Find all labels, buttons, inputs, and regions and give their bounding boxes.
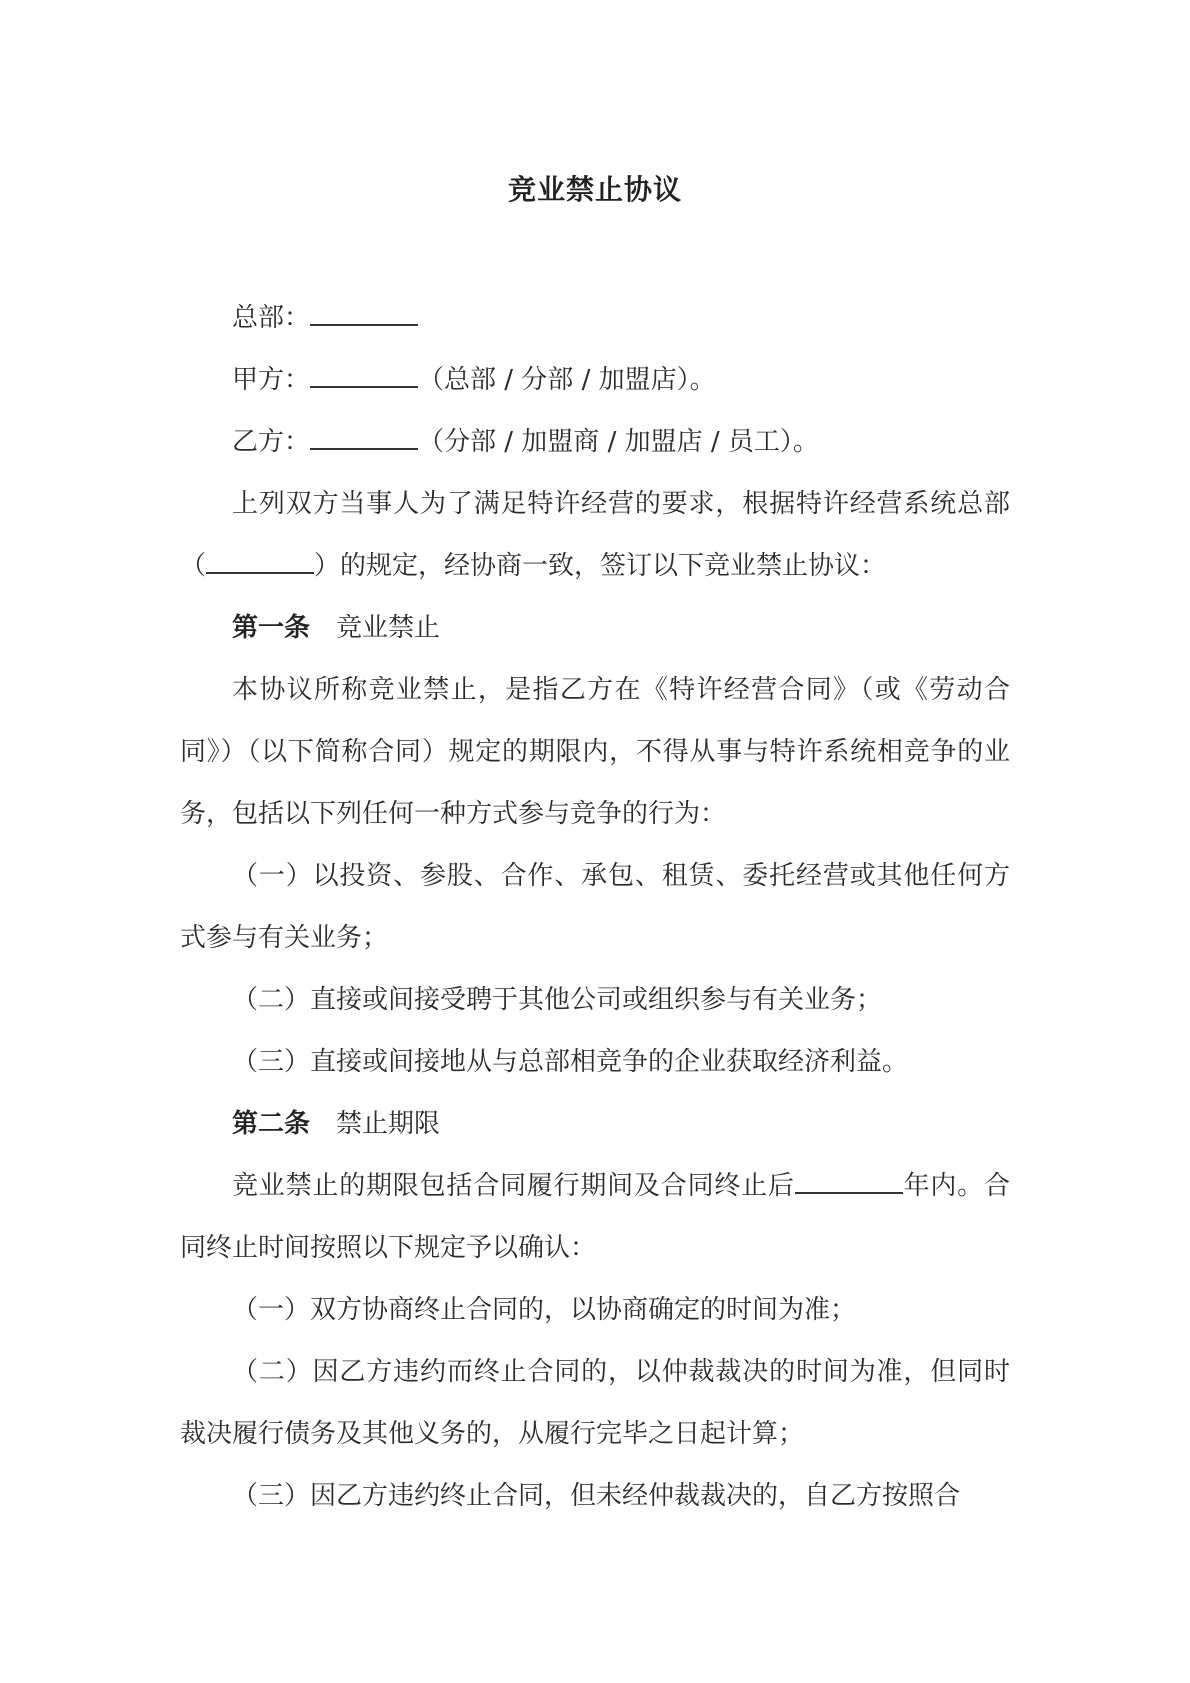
years-blank bbox=[795, 1167, 903, 1194]
preamble-text-start: 上列双方当事人为了满足特许经营的要求，根据特许经营系统总部（ bbox=[180, 489, 1010, 581]
article-1-item-2: （二）直接或间接受聘于其他公司或组织参与有关业务； bbox=[232, 985, 883, 1015]
article-1-title: 竞业禁止 bbox=[336, 613, 441, 643]
article-2-title: 禁止期限 bbox=[336, 1109, 441, 1139]
article-2-intro-end: 年内。合同终止时间按照以下规定予以确认： bbox=[180, 1171, 1010, 1263]
party-a-label: 甲方： bbox=[232, 365, 311, 395]
party-a-blank bbox=[310, 361, 418, 388]
party-b-line bbox=[180, 411, 1010, 473]
article-2-number: 第二条 bbox=[232, 1109, 311, 1139]
party-a-line bbox=[180, 349, 1010, 411]
article-1-heading bbox=[180, 597, 1010, 659]
document-title: 竞业禁止协议 bbox=[507, 173, 682, 206]
headquarters-line bbox=[180, 287, 1010, 349]
article-2-item-2: （二）因乙方违约而终止合同的，以仲裁裁决的时间为准，但同时裁决履行债务及其他义务的，从履行完毕之日起计算； bbox=[180, 1357, 1010, 1449]
party-b-blank bbox=[310, 423, 418, 450]
article-1-item-1: （一）以投资、参股、合作、承包、租赁、委托经营或其他任何方式参与有关业务； bbox=[180, 861, 1010, 953]
article-2-intro bbox=[180, 1155, 1010, 1279]
franchise-hq-blank bbox=[206, 547, 314, 574]
party-b-label: 乙方： bbox=[232, 427, 311, 457]
article-1-number: 第一条 bbox=[232, 613, 311, 643]
headquarters-label: 总部： bbox=[232, 303, 311, 333]
preamble-paragraph bbox=[180, 473, 1010, 597]
preamble-text-end: ）的规定，经协商一致，签订以下竞业禁止协议： bbox=[314, 551, 887, 581]
article-1-intro: 本协议所称竞业禁止，是指乙方在《特许经营合同》（或《劳动合同》）（以下简称合同）规定的期限内，不得从事与特许系统相竞争的业务，包括以下列任何一种方式参与竞争的行为： bbox=[180, 675, 1010, 829]
party-b-options: （分部 / 加盟商 / 加盟店 / 员工）。 bbox=[418, 427, 819, 457]
headquarters-blank bbox=[310, 299, 418, 326]
article-2-intro-start: 竞业禁止的期限包括合同履行期间及合同终止后 bbox=[232, 1171, 795, 1201]
document-body bbox=[180, 287, 1010, 1527]
article-1-item-3: （三）直接或间接地从与总部相竞争的企业获取经济利益。 bbox=[232, 1047, 909, 1077]
article-2-heading bbox=[180, 1093, 1010, 1155]
article-2-item-1: （一）双方协商终止合同的，以协商确定的时间为准； bbox=[232, 1295, 857, 1325]
article-2-item-3: （三）因乙方违约终止合同，但未经仲裁裁决的，自乙方按照合 bbox=[232, 1481, 961, 1511]
party-a-options: （总部 / 分部 / 加盟店）。 bbox=[418, 365, 716, 395]
